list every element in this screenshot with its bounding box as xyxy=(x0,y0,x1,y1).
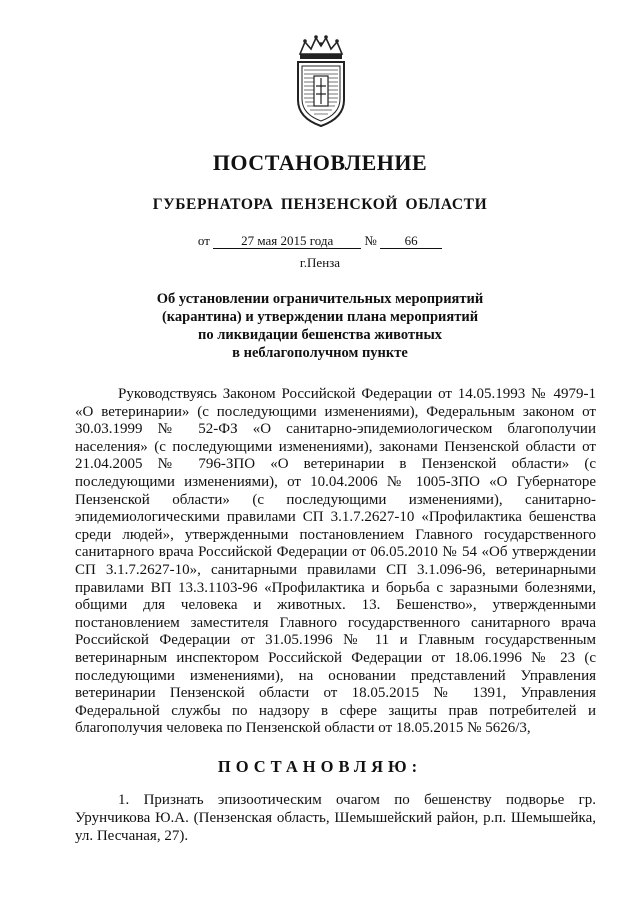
heading-line: по ликвидации бешенства животных xyxy=(197,327,443,343)
document-date: 27 мая 2015 года xyxy=(213,234,361,249)
document-title: ПОСТАНОВЛЕНИЕ xyxy=(212,150,428,175)
document-number: 66 xyxy=(380,234,442,249)
heading-line: в неблагополучном пункте xyxy=(232,345,408,361)
document-subtitle: ГУБЕРНАТОРА ПЕНЗЕНСКОЙ ОБЛАСТИ xyxy=(152,196,488,213)
preamble-paragraph: Руководствуясь Законом Российской Федерации от 14.05.1993 № 4979-1 «О ветеринарии» (с последующими изменениями), Федеральным законом от 30.03.1999 № 52-ФЗ «О санитарно-эпидемиологическом благополучии населения» (с последующими изменениями), законами Пензенской области от 21.04.2005 № 796-ЗПО «О ветеринарии в Пензенской области» (с последующими изменениями), от 10.04.2006 № 1005-ЗПО «О Губернаторе Пензенской области» (с последующими изменениями), санитарно-эпидемиологическими правилами СП 3.1.7.2627-10 «Профилактика бешенства среди людей», утвержденными постановлением Главного государственного санитарного врача Российской Федерации от 06.05.2010 № 54 «Об утверждении СП 3.1.7.2627-10», санитарными правилами СП 3.1.096-96, ветеринарными правилами ВП 13.3.1103-96 «Профилактика и борьба с заразными болезнями, общими для человека и животных. 13. Бешенство», утвержденными постановлением заместителя Главного государственного санитарного врача Российской Федерации от 31.05.1996 № 11 и Главным государственным ветеринарным инспектором Российской Федерации от 18.06.1996 № 23 (с последующими изменениями), на основании представлений Управления ветеринарии Пензенской области от 18.05.2015 № 1391, Управления Федеральной службы по надзору в сфере защиты прав потребителей и благополучия человека по Пензенской области от 18.05.2015 № 5626/3, xyxy=(75,386,596,737)
document-city: г.Пенза xyxy=(299,255,341,270)
coat-of-arms-icon xyxy=(292,34,350,128)
document-heading xyxy=(150,290,490,362)
heading-line: (карантина) и утверждении плана мероприятий xyxy=(161,309,479,325)
date-number-line xyxy=(0,233,640,249)
date-prefix: от xyxy=(197,233,210,248)
heading-line: Об установлении ограничительных мероприятий xyxy=(156,291,484,307)
number-sign: № xyxy=(364,233,377,248)
decree-word: ПОСТАНОВЛЯЮ: xyxy=(217,757,423,776)
clause-1: 1. Признать эпизоотическим очагом по бешенству подворье гр. Урунчикова Ю.А. (Пензенская область, Шемышейский район, р.п. Шемышейка, ул. Песчаная, 27). xyxy=(75,792,596,844)
